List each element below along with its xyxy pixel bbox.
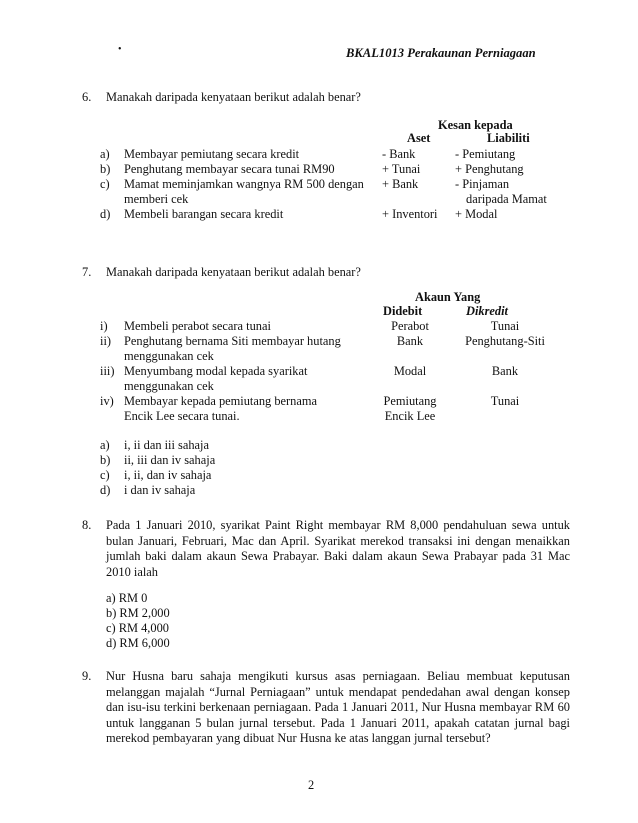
q7-row-i-text: Membeli perabot secara tunai	[124, 319, 271, 333]
q7-row-ii-debit: Bank	[396, 334, 424, 348]
q7-option-a-text: i, ii dan iii sahaja	[124, 438, 209, 452]
q7-row-ii-kredit: Penghutang-Siti	[465, 334, 545, 348]
q7-option-c-text: i, ii, dan iv sahaja	[124, 468, 212, 482]
q7-row-ii-text-2: menggunakan cek	[124, 349, 214, 363]
q8-option-a: a) RM 0	[106, 591, 148, 605]
q6-row-d-text: Membeli barangan secara kredit	[124, 207, 284, 221]
q7-row-iv-text-2: Encik Lee secara tunai.	[124, 409, 240, 423]
q9-text: Nur Husna baru sahaja mengikuti kursus asas perniagaan. Beliau membuat keputusan melanggan majalah “Jurnal Perniagaan” untuk mendapat pendedahan awal dengan konsep dan isu-isu terkini berkenaan perniagaan. Pada 1 Januari 2011, Nur Husna membayar RM 60 untuk langganan 5 bulan jurnal tersebut. Pada 1 Januari 2011, apakah catatan jurnal bagi merekod pembayaran yang dibuat Nur Husna ke atas langgan jurnal tersebut?	[106, 669, 570, 746]
q6-row-b-label: b)	[100, 162, 111, 176]
q8-option-c: c) RM 4,000	[106, 621, 169, 635]
q8-number: 8.	[82, 518, 92, 532]
q7-row-iv-debit-1: Pemiutang	[383, 394, 437, 408]
q6-row-a-liab: - Pemiutang	[455, 147, 516, 161]
q7-row-ii-label: ii)	[100, 334, 112, 348]
q7-row-iii-label: iii)	[100, 364, 115, 378]
q6-row-b-aset: + Tunai	[382, 162, 421, 176]
q6-row-c-aset: + Bank	[382, 177, 419, 191]
q7-row-iii-text-2: menggunakan cek	[124, 379, 214, 393]
stray-mark: •	[118, 44, 122, 55]
q6-row-d-aset: + Inventori	[382, 207, 438, 221]
q7-option-d-label: d)	[100, 483, 111, 497]
q7-option-c-label: c)	[100, 468, 110, 482]
q6-col-aset: Aset	[407, 131, 431, 145]
course-header: BKAL1013 Perakaunan Perniagaan	[346, 46, 536, 60]
q7-row-iv-kredit: Tunai	[490, 394, 520, 408]
page-number: 2	[308, 778, 315, 792]
q6-row-d-liab: + Modal	[455, 207, 498, 221]
q6-row-a-label: a)	[100, 147, 110, 161]
q6-number: 6.	[82, 90, 92, 104]
q7-row-iv-label: iv)	[100, 394, 114, 408]
q8-text: Pada 1 Januari 2010, syarikat Paint Right membayar RM 8,000 pendahuluan sewa untuk bulan Januari, Februari, Mac dan April. Syarikat merekod transaksi ini dengan menaikkan jumlah baki dalam akaun Sewa Prabayar. Baki dalam akaun Sewa Prabayar pada 31 Mac 2010 ialah	[106, 518, 570, 579]
q6-row-a-text: Membayar pemiutang secara kredit	[124, 147, 300, 161]
q7-option-a-label: a)	[100, 438, 110, 452]
q6-row-a-aset: - Bank	[382, 147, 416, 161]
q6-row-c-text-1: Mamat meminjamkan wangnya RM 500 dengan	[124, 177, 364, 191]
q6-table-title: Kesan kepada	[438, 118, 513, 132]
q6-row-d-label: d)	[100, 207, 111, 221]
q6-row-c-label: c)	[100, 177, 110, 191]
q7-col-didebit: Didebit	[383, 304, 423, 318]
q7-row-iii-debit: Modal	[393, 364, 427, 378]
q7-col-dikredit: Dikredit	[466, 304, 508, 318]
q9-number: 9.	[82, 669, 92, 683]
q6-question: Manakah daripada kenyataan berikut adalah benar?	[106, 90, 361, 104]
q7-row-i-debit: Perabot	[391, 319, 429, 333]
q7-option-b-label: b)	[100, 453, 111, 467]
q7-row-iv-text-1: Membayar kepada pemiutang bernama	[124, 394, 318, 408]
q7-row-iii-kredit: Bank	[491, 364, 519, 378]
q6-row-c-liab-1: - Pinjaman	[455, 177, 510, 191]
q6-row-c-liab-2: daripada Mamat	[466, 192, 547, 206]
q7-number: 7.	[82, 265, 92, 279]
q7-table-title: Akaun Yang	[415, 290, 481, 304]
q7-row-iv-debit-2: Encik Lee	[384, 409, 436, 423]
q8-option-b: b) RM 2,000	[106, 606, 170, 620]
q6-col-liabiliti: Liabiliti	[487, 131, 530, 145]
q7-row-ii-text-1: Penghutang bernama Siti membayar hutang	[124, 334, 341, 348]
q7-option-d-text: i dan iv sahaja	[124, 483, 196, 497]
q7-row-iii-text-1: Menyumbang modal kepada syarikat	[124, 364, 308, 378]
q7-row-i-label: i)	[100, 319, 108, 333]
q6-row-b-text: Penghutang membayar secara tunai RM90	[124, 162, 335, 176]
q7-row-i-kredit: Tunai	[490, 319, 520, 333]
q6-row-b-liab: + Penghutang	[455, 162, 524, 176]
q8-option-d: d) RM 6,000	[106, 636, 170, 650]
q6-row-c-text-2: memberi cek	[124, 192, 189, 206]
q7-option-b-text: ii, iii dan iv sahaja	[124, 453, 216, 467]
q7-question: Manakah daripada kenyataan berikut adalah benar?	[106, 265, 361, 279]
